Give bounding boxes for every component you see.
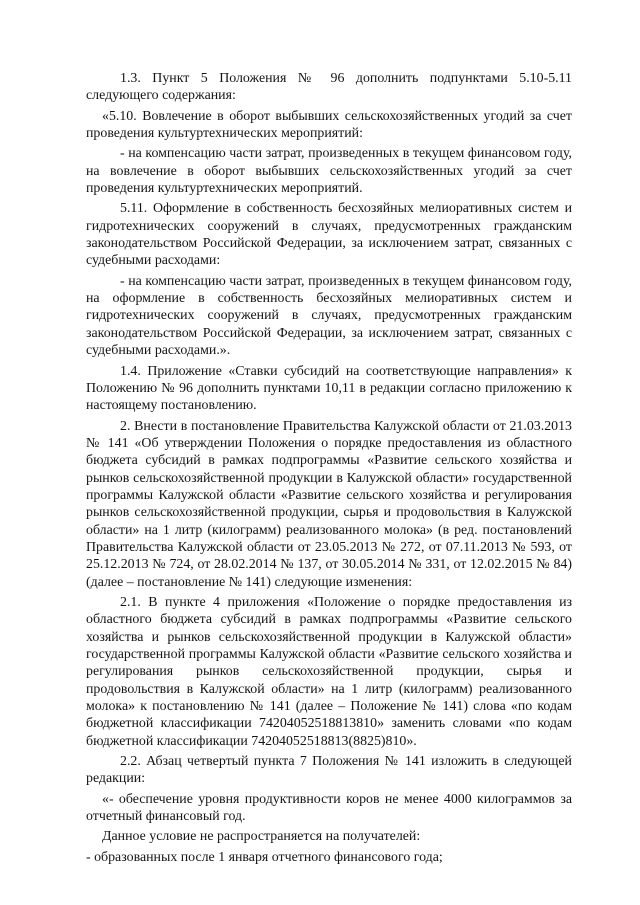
paragraph-5-10-item: - на компенсацию части затрат, произведенных в текущем финансовом году, на вовлечение в оборот выбывших сельскохозяйственных угодий за счет проведения культуртехнических мероприятий. — [86, 146, 572, 197]
paragraph-5-11-item: - на компенсацию части затрат, произведенных в текущем финансовом году, на оформление в собственность бесхозяйных мелиоративных систем и гидротехнических сооружений в случаях, предусмотренных гражданским законодательством Российской Федерации, за исключением затрат, связанных с судебными расходами.». — [86, 273, 572, 359]
paragraph-2-2: 2.2. Абзац четвертый пункта 7 Положения № 141 изложить в следующей редакции: — [86, 754, 572, 787]
paragraph-1-3: 1.3. Пункт 5 Положения № 96 дополнить подпунктами 5.10-5.11 следующего содержания: — [86, 71, 572, 104]
paragraph-1-4: 1.4. Приложение «Ставки субсидий на соответствующие направления» к Положению № 96 дополнить пунктами 10,11 в редакции согласно приложению к настоящему постановлению. — [86, 363, 572, 414]
paragraph-5-11: 5.11. Оформление в собственность бесхозяйных мелиоративных систем и гидротехнических сооружений в случаях, предусмотренных гражданским законодательством Российской Федерации, за исключением затрат, связанных с судебными расходами: — [86, 201, 572, 269]
paragraph-condition: Данное условие не распространяется на получателей: — [102, 829, 421, 845]
paragraph-quote: «- обеспечение уровня продуктивности коров не менее 4000 килограммов за отчетный финансовый год. — [86, 791, 572, 825]
paragraph-2: 2. Внести в постановление Правительства Калужской области от 21.03.2013 № 141 «Об утверждении Положения о порядке предоставления из областного бюджета субсидий в рамках подпрограммы «Развитие сельского хозяйства и рынков сельскохозяйственной продукции в Калужской области» государственной программы Калужской области «Развитие сельского хозяйства и регулирования рынков сельскохозяйственной продукции, сырья и продовольствия в Калужской области» на 1 литр (килограмм) реализованного молока» (в ред. постановлений Правительства Калужской области от 23.05.2013 № 272, от 07.11.2013 № 593, от 25.12.2013 № 724, от 28.02.2014 № 137, от 30.05.2014 № 331, от 12.02.2015 № 84) (далее – постановление № 141) следующие изменения: — [86, 418, 572, 590]
paragraph-list-item: - образованных после 1 января отчетного финансового года; — [86, 849, 443, 865]
paragraph-2-1: 2.1. В пункте 4 приложения «Положение о порядке предоставления из областного бюджета субсидий в рамках подпрограммы «Развитие сельского хозяйства и рынков сельскохозяйственной продукции в Калужской области» государственной программы Калужской области «Развитие сельского хозяйства и регулирования рынков сельскохозяйственной продукции, сырья и продовольствия в Калужской области» на 1 литр (килограмм) реализованного молока» к постановлению № 141 (далее – Положение № 141) слова «по кодам бюджетной классификации 74204052518813810» заменить словами «по кодам бюджетной классификации 74204052518813(8825)810». — [86, 594, 572, 749]
document-body — [86, 70, 572, 866]
paragraph-5-10: «5.10. Вовлечение в оборот выбывших сельскохозяйственных угодий за счет проведения культуртехнических мероприятий: — [86, 108, 572, 142]
